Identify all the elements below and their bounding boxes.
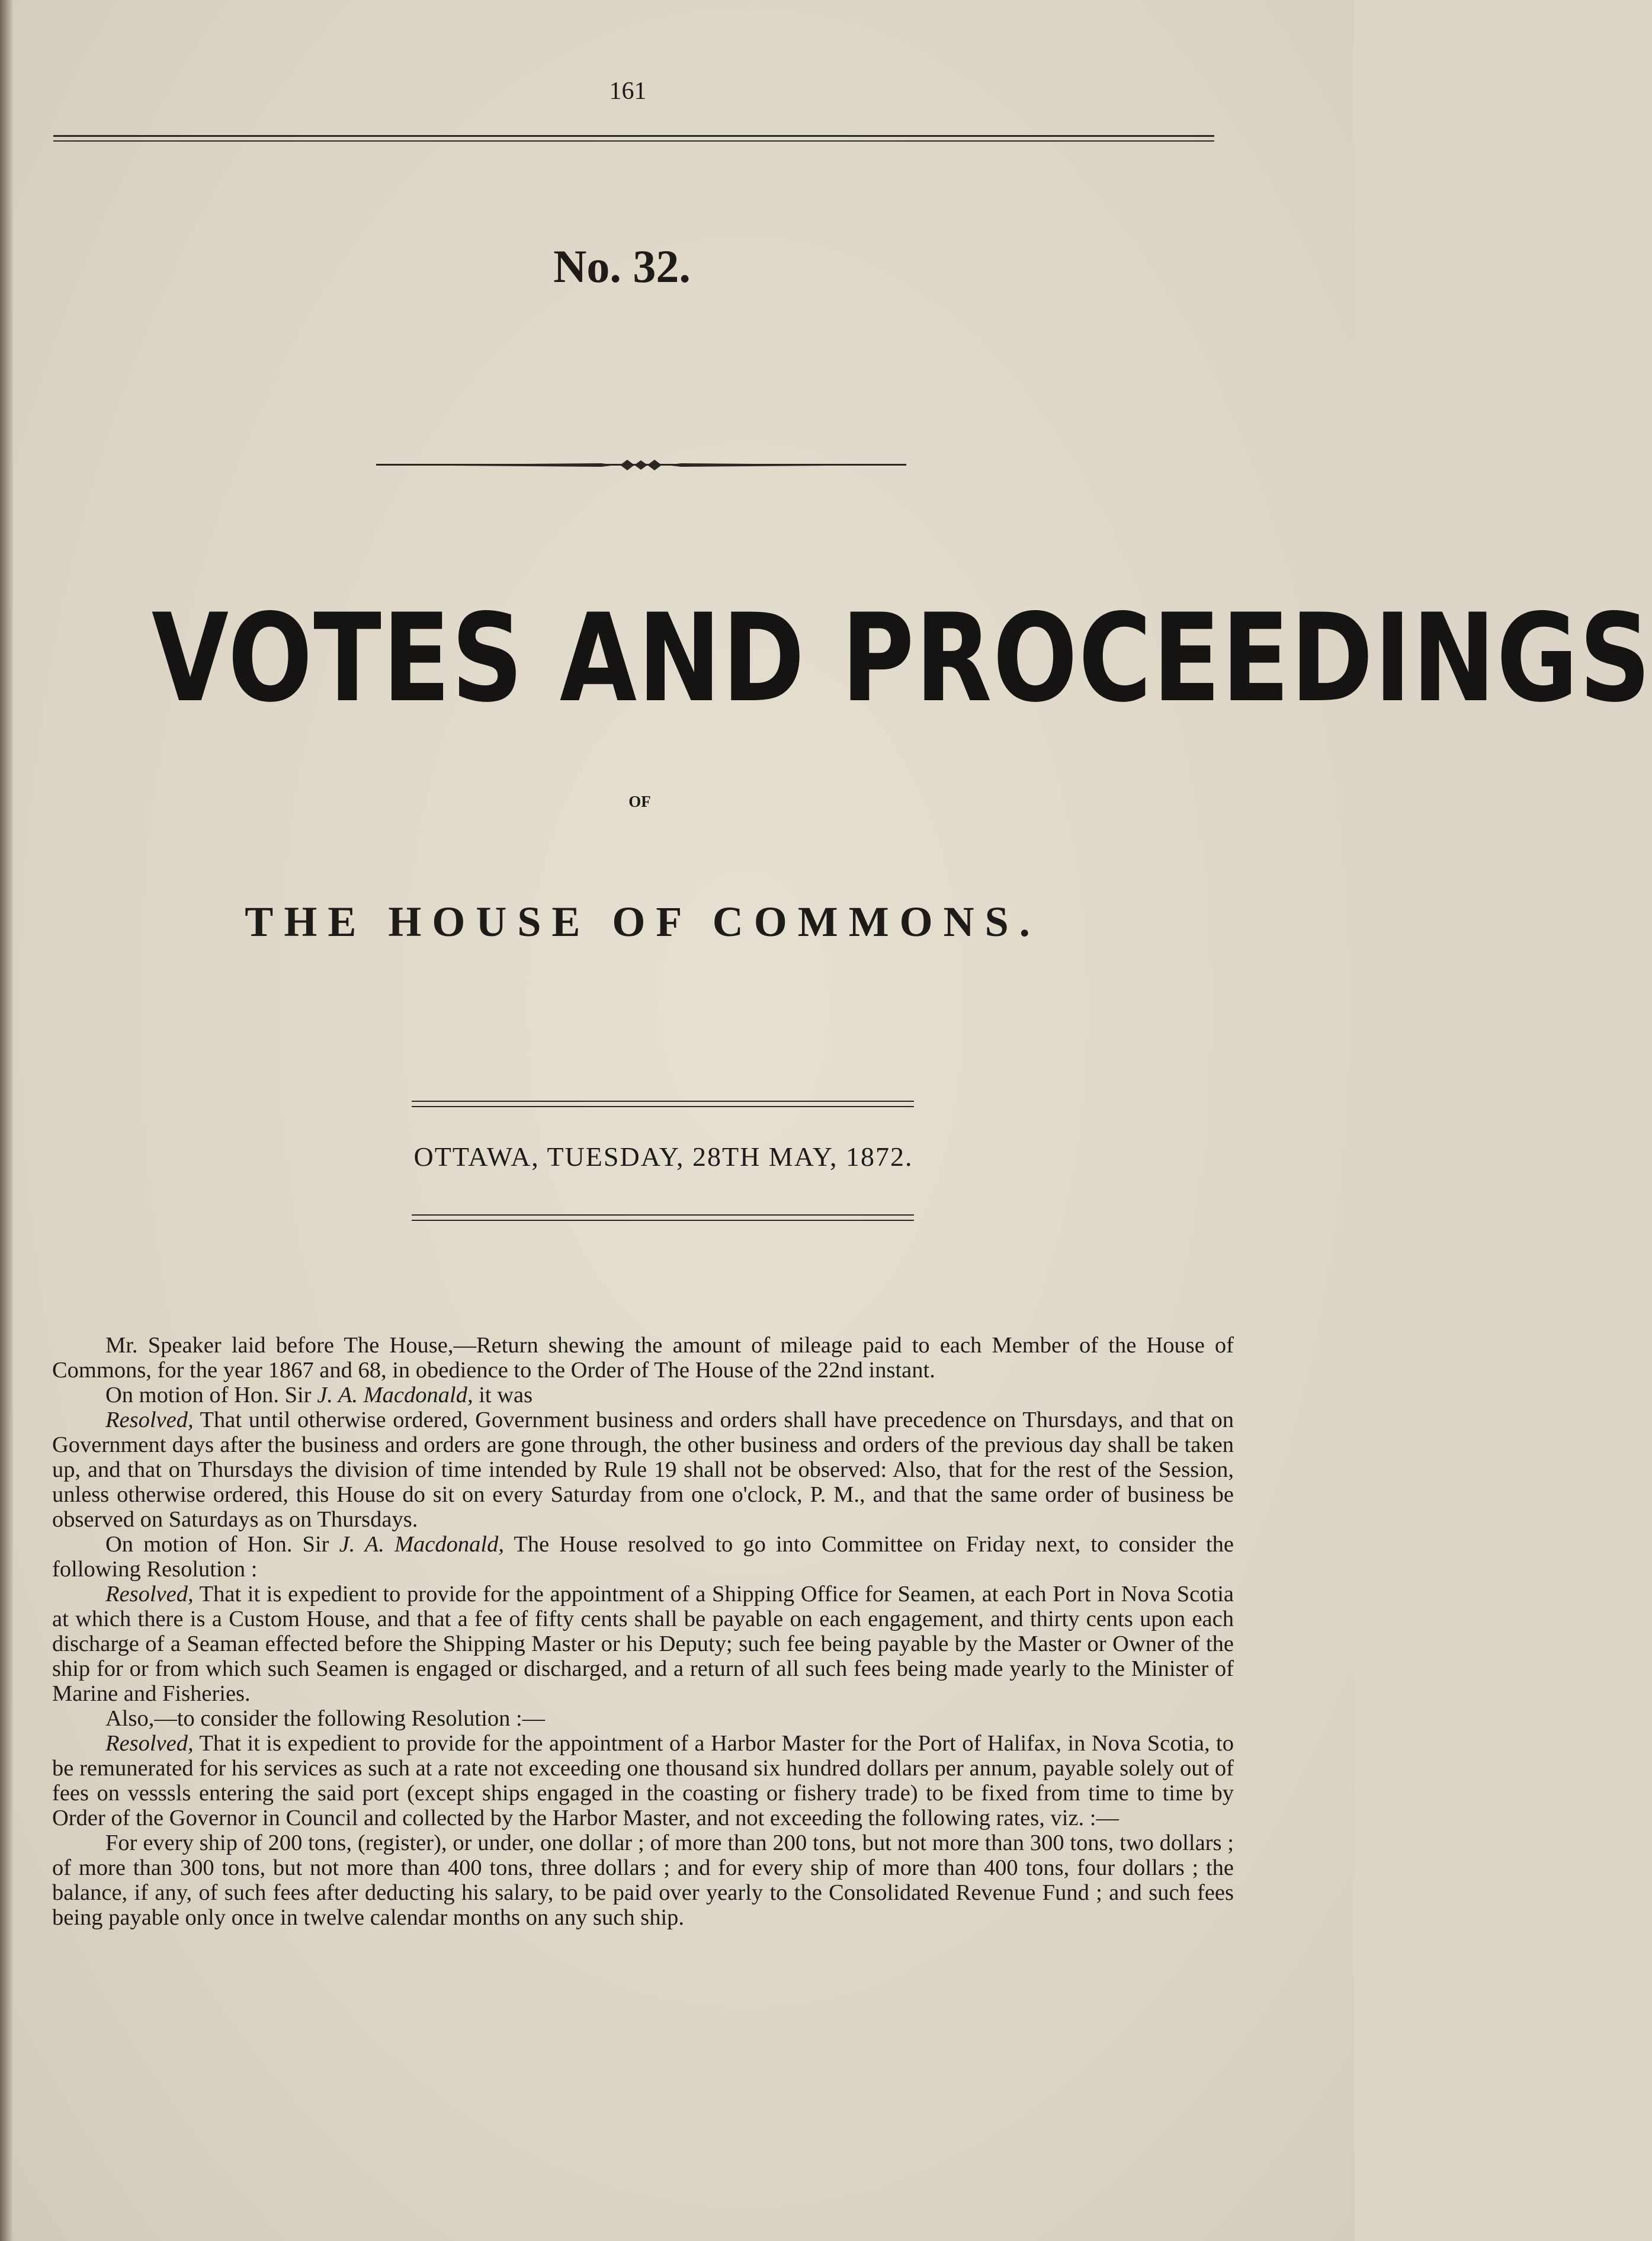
resolved-label: Resolved, bbox=[105, 1408, 194, 1432]
page-number: 161 bbox=[609, 78, 647, 105]
house-title: THE HOUSE OF COMMONS. bbox=[245, 898, 1041, 945]
date-line: OTTAWA, TUESDAY, 28TH MAY, 1872. bbox=[413, 1142, 913, 1172]
date-rule-bottom bbox=[412, 1214, 914, 1221]
issue-number: No. 32. bbox=[553, 241, 691, 292]
header-rule bbox=[53, 135, 1214, 142]
main-title: VOTES AND PROCEEDINGS bbox=[151, 588, 1652, 729]
paragraph-resolution-2: Resolved, That it is expedient to provide for the appointment of a Shipping Office for Seamen, at each Port in Nova Scotia at which there is a Custom House, and that a fee of fifty cents shall be payable on each engagement, and thirty cents upon each discharge of a Seaman effected before the Shipping Master or his Deputy; such fee being payable by the Master or Owner of the ship for or from which such Seamen is engaged or discharged, and a return of all such fees being made yearly to the Minister of Marine and Fisheries. bbox=[52, 1582, 1234, 1706]
mover-name: J. A. Macdonald, bbox=[317, 1383, 473, 1408]
title-connector: OF bbox=[628, 793, 651, 810]
resolved-label: Resolved, bbox=[105, 1582, 194, 1607]
paragraph-motion-1: On motion of Hon. Sir J. A. Macdonald, it was bbox=[105, 1383, 533, 1408]
ornament-divider-icon bbox=[376, 456, 906, 474]
page-binding-edge bbox=[0, 0, 13, 2241]
paragraph-resolution-3: Resolved, That it is expedient to provide for the appointment of a Harbor Master for the Port of Halifax, in Nova Scotia, to be remunerated for his services as such at a rate not exceeding one thousand six hundred dollars per annum, payable solely out of fees on vesssls entering the said port (except ships engaged in the coasting or fishery trade) to be fixed from time to time by Order of the Governor in Council and collected by the Harbor Master, and not exceeding the following rates, viz. :— bbox=[52, 1731, 1234, 1830]
paragraph-resolution-1: Resolved, That until otherwise ordered, Government business and orders shall have precedence on Thursdays, and that on Government days after the business and orders are gone through, the other business and orders of the previous day shall be taken up, and that on Thursdays the division of time intended by Rule 19 shall not be observed: Also, that for the rest of the Session, unless otherwise ordered, this House do sit on every Saturday from one o'clock, P. M., and that the same order of business be observed on Saturdays as on Thursdays. bbox=[52, 1408, 1234, 1532]
proceedings-body bbox=[52, 1333, 1234, 1930]
paragraph-motion-2: On motion of Hon. Sir J. A. Macdonald, The House resolved to go into Committee on Friday next, to consider the following Resolution : bbox=[52, 1532, 1234, 1582]
paragraph-speaker-return: Mr. Speaker laid before The House,—Return shewing the amount of mileage paid to each Member of the House of Commons, for the year 1867 and 68, in obedience to the Order of The House of the 22nd instant. bbox=[52, 1333, 1234, 1383]
date-rule-top bbox=[412, 1101, 914, 1107]
paragraph-rates: For every ship of 200 tons, (register), or under, one dollar ; of more than 200 tons, but not more than 300 tons, two dollars ; of more than 300 tons, but not more than 400 tons, three dollars ; and for every ship of more than 400 tons, four dollars ; the balance, if any, of such fees after deducting his salary, to be paid over yearly to the Consolidated Revenue Fund ; and such fees being payable only once in twelve calendar months on any such ship. bbox=[52, 1830, 1234, 1930]
paragraph-also: Also,—to consider the following Resolution :— bbox=[105, 1706, 546, 1731]
resolved-label: Resolved, bbox=[105, 1731, 194, 1756]
mover-name: J. A. Macdonald, bbox=[339, 1532, 504, 1557]
